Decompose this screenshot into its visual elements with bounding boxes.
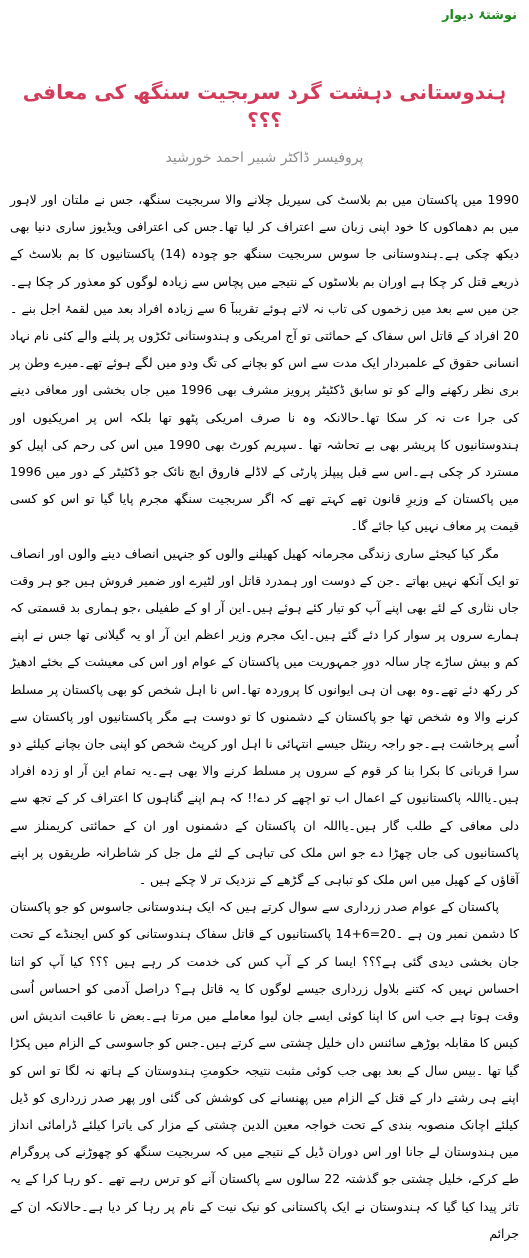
paragraph-1: 1990 میں پاکستان میں بم بلاسٹ کی سیریل چلانے والا سربجیت سنگھ، جس نے ملتان اور لاہور میں بم دھماکوں کا خود اپنی زبان سے اعتراف کر لیا تھا۔جس کی اعترافی ویڈیوز ساری دنیا بھی دیکھ چکی ہے۔ہندوستانی جا سوس سربجیت سنگھ جو چودہ (14) پاکستانیوں کا بم بلاسٹ کے ذریعے قتل کر چکا ہے اوران بم بلاسٹوں کے نتیجے میں پچاس سے زیادہ لوگوں کو معذور کر چکا ہے۔جن میں سے بعد میں زخموں کی تاب نہ لاتے ہوئے تقریباََ 6 سے زیادہ افراد بعد میں لقمۂ اجل بنے ۔20 افراد کے قاتل اس سفاک کے حمائتی تو آج امریکی و ہندوستانی ٹکڑوں پر پلنے والے کئی نام نہاد انسانی حقوق کے علمبردار ایک مدت سے اس کو بچانے کی تگ ودو میں لگے ہوئے تھے۔میرے وطن پر بری نظر رکھنے والے کو تو سابق ڈکٹیٹر پرویز مشرف بھی 1996 میں جاں بخشی اور معافی دینے کی جرا ءت نہ کر سکا تھا۔حالانکہ وہ نا صرف امریکی پٹھو تھا بلکہ اس پر امریکیوں اور ہندوستانیوں کا پریشر بھی بے تحاشہ تھا ۔سپریم کورٹ بھی 1990 میں اس کی رحم کی اپیل کو مسترد کر چکی ہے۔اس سے قبل پیپلز پارٹی کے لاڈلے فاروق ایچ نائک جو ڈکٹیٹر کے دور میں 1996 میں پاکستان کے وزیرِ قانون تھے کہتے تھے کہ اگر سربجیت سنگھ مجرم پایا گیا تو اس کو کسی قیمت پر معاف نہیں کیا جائے گا۔ [10,192,519,534]
article-body [10,186,519,1247]
paragraph-3: پاکستان کے عوام صدر زرداری سے سوال کرتے ہیں کہ ایک ہندوستانی جاسوس کو جو پاکستان کا دشمن نمبر ون ہے ۔20=6+14 پاکستانیوں کے قاتل سفاک ہندوستانی کو کس ایجنڈے کے تحت جان بخشی دیدی گئی ہے؟؟؟ ایسا کر کے آپ کس کی خدمت کر رہے ہیں ؟؟؟ کیا آپ کو اتنا احساس نہیں کہ کتنے بلاول زرداری جیسے لوگوں کا یہ قاتل ہے؟ دراصل آدمی کو احساس اُسی وقت ہوتا ہے جب اس کا اپنا کوئی ایسے جان لیوا معاملے میں مرتا ہے۔بعض نا عاقبت اندیش اس کیس کا مقابلہ بوڑھے سائنس داں خلیل چشتی سے کرتے ہیں۔جس کو جاسوسی کے الزام میں پکڑا گیا تھا ۔بیس سال کے بعد بھی جب کوئی مثبت نتیجہ حکومتِ ہندوستان کے ہاتھ نہ لگا تو اس کو اپنے ہی رشتے دار کے قتل کے الزام میں پھنسانے کی کوشش کی گئی اور پھر صدر زرداری کو ڈیل کیلئے اچانک منصوبہ بندی کے تحت خواجہ معین الدین چشتی کے مزار کی یاترا کیلئے ڈرامائی انداز میں ہندوستان لے جانا اور اس دوران ڈیل کے نتیجے میں کہ سربجیت سنگھ کو چھوڑنے کی پروگرام طے کرکے، خلیل چشتی جو گذشتہ 22 سالوں سے پاکستان آنے کو ترس رہے تھے ۔کو رہا کرا کے یہ تاثر پیدا کیا گیا کہ ہندوستان نے ایک پاکستانی کو نیک نیت کے نام پر رہا کر دیا ہے۔حالانکہ ان کے جرائم [10,899,520,1241]
paragraph-2: مگر کیا کیجئے ساری زندگی مجرمانہ کھیل کھیلنے والوں کو جنہیں انصاف دینے والوں اور انصاف تو ایک آنکھ نہیں بھاتے ۔جن کے دوست اور ہمدرد قاتل اور لٹیرے اور ضمیر فروش ہیں جو ہر وقت جاں نثاری کے لئے بھی اپنے آپ کو تیار کئے ہوئے ہیں۔این آر او کے طفیلی ،جو ہماری بد قسمتی کہ ہمارے سروں پر سوار کرا دئے گئے ہیں۔ایک مجرم وزیر اعظم این آر او یہ گیلانی تھا جس نے اپنے کم و بیش ساڑے چار سالہ دورِ جمہوریت میں پاکستان کے عوام اور اس کی معیشت کے بخئے ادھیڑ کر رکھ دئے تھے۔وہ بھی ان ہی ایوانوں کا پروردہ تھا۔اس نا اہل شخص کو بھی پاکستان پر مسلط کرنے والا وہ شخص تھا جو پاکستان کے دشمنوں کا تو دوست ہے مگر پاکستانیوں اور پاکستان سے اُسے پرخاشت ہے۔جو راجہ رینٹل جیسے انتہائی نا اہل اور کرپٹ شخص کو اپنی جان بچانے کیلئے دو سرا قربانی کا بکرا بنا کر قوم کے سروں پر مسلط کرنے والا بھی ہے۔یہ تمام این آر او زدہ افراد ہیں۔یااللہ پاکستانیوں کے اعمال اب تو اچھے کر دے!! کہ ہم اپنے گناہوں کا اعتراف کر کے تجھ سے دلی معافی کے طلب گار ہیں۔یااللہ ان پاکستان کے دشمنوں اور ان کے حمائتی کریمنلز سے پاکستانیوں کی جاں چھڑا دے جو اس ملک کی تباہی کے لئے مل جل کر شاطرانہ طریقوں پر اپنے آقاؤں کے کھیل میں اس ملک کو تباہی کے گڑھے کے نزدیک تر لا چکے ہیں ۔ [10,545,519,888]
column-tag: نوشتۂ دیوار [442,8,517,23]
article-headline: ہندوستانی دہشت گرد سربجیت سنگھ کی معافی ؟؟؟ [22,80,507,132]
author-byline: پروفیسر ڈاکٹر شبیر احمد خورشید [165,150,364,166]
